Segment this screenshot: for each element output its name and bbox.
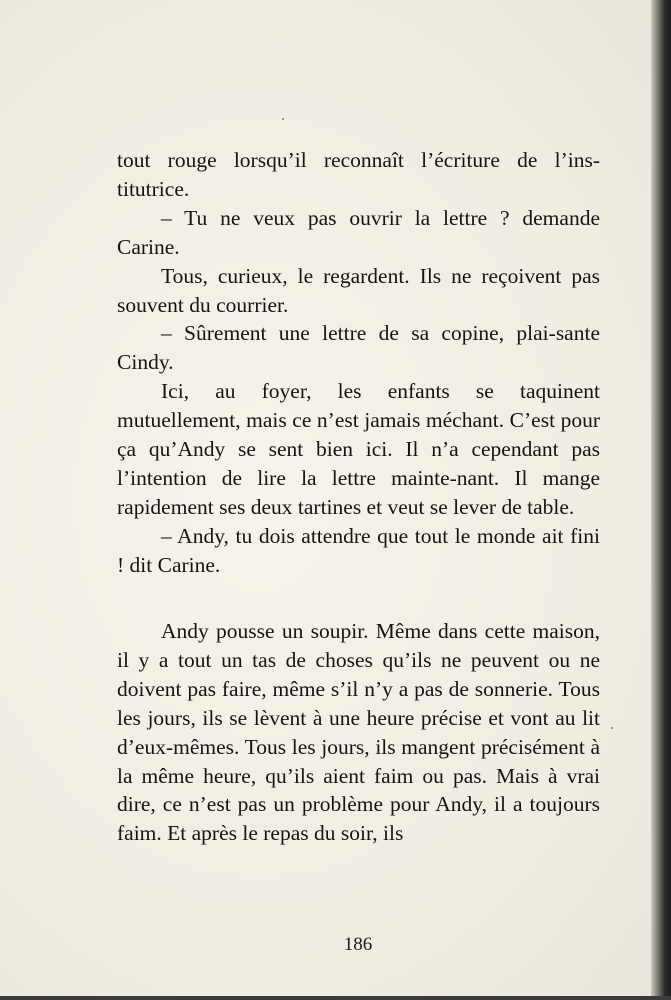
paragraph: Andy pousse un soupir. Même dans cette maison, il y a tout un tas de choses qu’ils ne peuvent ou ne doivent pas faire, même s’il n’y a pas de sonnerie. Tous les jours, ils se lèvent à une heure précise et vont au lit d’eux-mêmes. Tous les jours, ils mangent précisément à la même heure, qu’ils aient faim ou pas. Mais à vrai dire, ce n’est pas un problème pour Andy, il a toujours faim. Et après le repas du soir, ils	[117, 619, 600, 846]
paragraph-dialogue: – Andy, tu dois attendre que tout le monde ait fini ! dit Carine.	[117, 523, 600, 577]
text-block-top	[117, 146, 600, 580]
page-edge	[651, 0, 671, 1000]
scan-bottom-edge	[0, 996, 671, 1000]
paragraph-dialogue: – Tu ne veux pas ouvrir la lettre ? demande Carine.	[117, 205, 600, 259]
paragraph: Tous, curieux, le regardent. Ils ne reçoivent pas souvent du courrier.	[117, 263, 600, 317]
paragraph: tout rouge lorsqu’il reconnaît l’écriture de l’ins-titutrice.	[117, 148, 600, 201]
paragraph: Ici, au foyer, les enfants se taquinent mutuellement, mais ce n’est jamais méchant. C’est pour ça qu’Andy se sent bien ici. Il n’a cependant pas l’intention de lire la lettre mainte-nant. Il mange rapidement ses deux tartines et veut se lever de table.	[117, 379, 600, 519]
text-block-bottom	[117, 617, 600, 848]
paper-speck	[611, 727, 613, 729]
paragraph-dialogue: – Sûrement une lettre de sa copine, plai-sante Cindy.	[117, 321, 600, 375]
paper-speck	[282, 118, 284, 120]
page-number: 186	[343, 934, 373, 955]
